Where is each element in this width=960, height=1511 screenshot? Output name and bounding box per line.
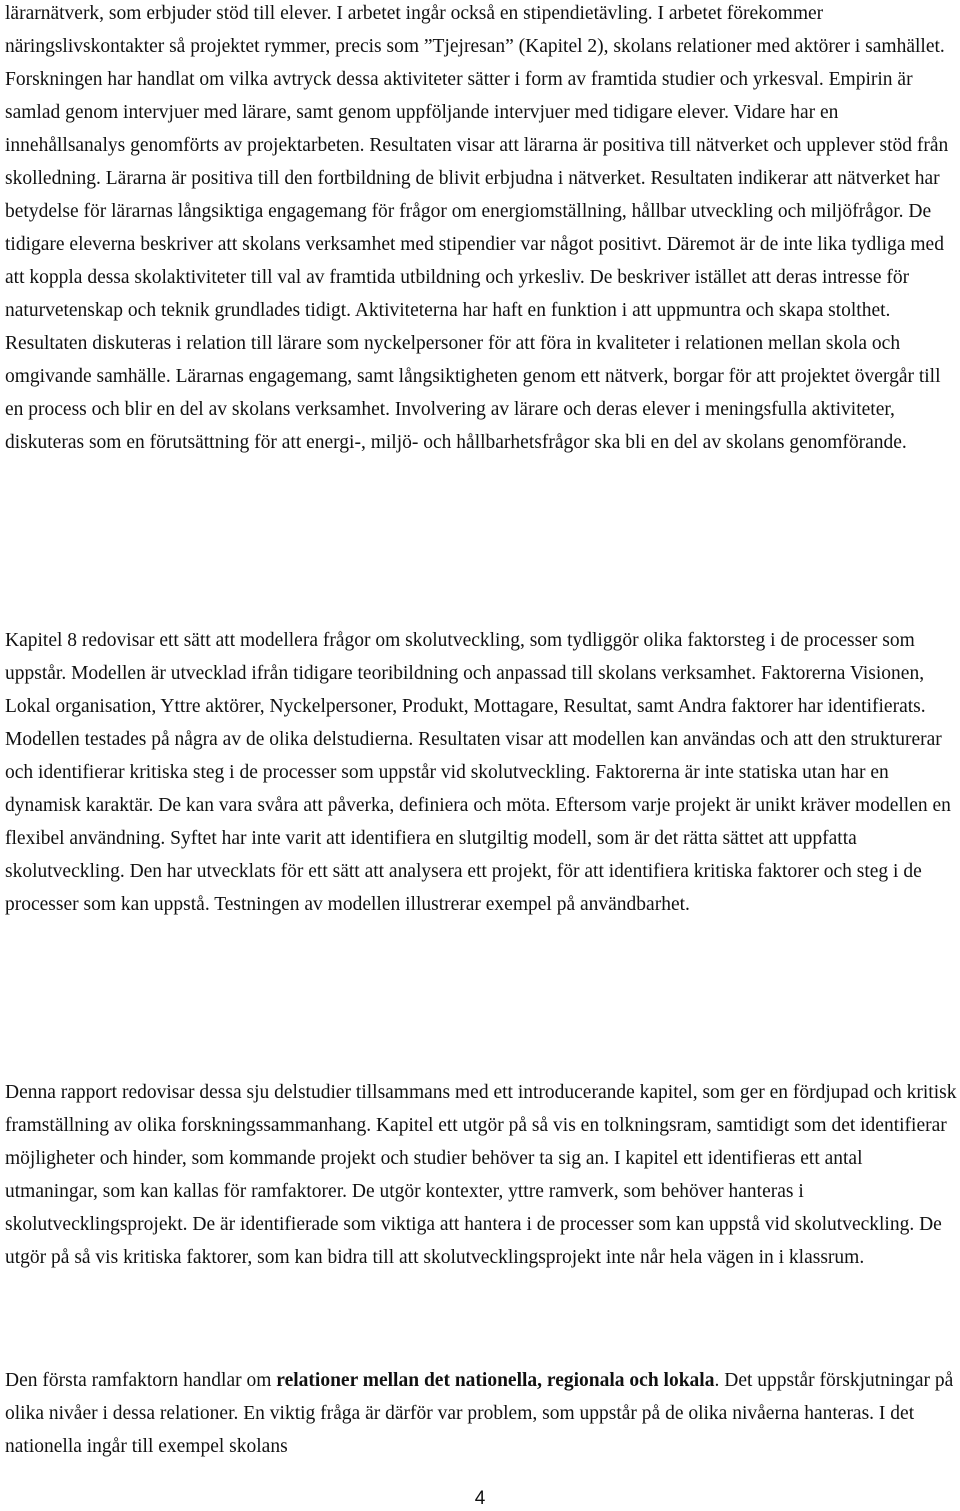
paragraph-4-intro: Den första ramfaktorn handlar om: [5, 1370, 277, 1391]
document-page: [5, 0, 958, 1511]
body-paragraph-1: lärarnätverk, som erbjuder stöd till elever. I arbetet ingår också en stipendietävling. I arbetet förekommer näringslivskontakter så projektet rymmer, precis som ”Tjejresan” (Kapitel 2), skolans relationer med aktörer i samhället. Forskningen har handlat om vilka avtryck dessa aktiviteter sätter i form av framtida studier och yrkesval. Empirin är samlad genom intervjuer med lärare, samt genom uppföljande intervjuer med tidigare elever. Vidare har en innehållsanalys genomförts av projektarbeten. Resultaten visar att lärarna är positiva till nätverket och upplever stöd från skolledning. Lärarna är positiva till den fortbildning de blivit erbjudna i nätverket. Resultaten indikerar att nätverket har betydelse för lärarnas långsiktiga engagemang för frågor om energiomställning, hållbar utveckling och miljöfrågor. De tidigare eleverna beskriver att skolans verksamhet med stipendier var något positivt. Däremot är de inte lika tydliga med att koppla dessa skolaktiviteter till val av framtida utbildning och yrkesliv. De beskriver istället att deras intresse för naturvetenskap och teknik grundlades tidigt. Aktiviteterna har haft en funktion i att uppmuntra och skapa stolthet. Resultaten diskuteras i relation till lärare som nyckelpersoner för att föra in kvaliteter i relationen mellan skola och omgivande samhälle. Lärarnas engagemang, samt långsiktigheten genom ett nätverk, borgar för att projektet övergår till en process och blir en del av skolans verksamhet. Involvering av lärare och deras elever i meningsfulla aktiviteter, diskuteras som en förutsättning för att energi-, miljö- och hållbarhetsfrågor ska bli en del av skolans genomförande.: [5, 3, 949, 453]
body-paragraph-4: [5, 1364, 958, 1463]
paragraph-4-continuation: . Det uppstår förskjutningar på olika nivåer i dessa relationer. En viktig fråga är därför var problem, som uppstår på de olika nivåerna hanteras. I det nationella ingår till exempel skolans: [5, 1370, 954, 1457]
body-paragraph-3: Denna rapport redovisar dessa sju delstudier tillsammans med ett introducerande kapitel, som ger en fördjupad och kritisk framställning av olika forskningssammanhang. Kapitel ett utgör på så vis en tolkningsram, samtidigt som det identifierar möjligheter och hinder, som kommande projekt och studier behöver ta sig an. I kapitel ett identifieras ett antal utmaningar, som kan kallas för ramfaktorer. De utgör kontexter, yttre ramverk, som behöver hanteras i skolutvecklingsprojekt. De är identifierade som viktiga att hantera i de processer som kan uppstå vid skolutveckling. De utgör på så vis kritiska faktorer, som kan bidra till att skolutvecklingsprojekt inte når hela vägen in i klassrum.: [5, 1082, 957, 1268]
paragraph-4-emphasis: relationer mellan det nationella, regionala och lokala: [276, 1370, 715, 1391]
body-paragraph-2: Kapitel 8 redovisar ett sätt att modellera frågor om skolutveckling, som tydliggör olika faktorsteg i de processer som uppstår. Modellen är utvecklad ifrån tidigare teoribildning och anpassad till skolans verksamhet. Faktorerna Visionen, Lokal organisation, Yttre aktörer, Nyckelpersoner, Produkt, Mottagare, Resultat, samt Andra faktorer har identifierats. Modellen testades på några av de olika delstudierna. Resultaten visar att modellen kan användas och att den strukturerar och identifierar kritiska steg i de processer som uppstår vid skolutveckling. Faktorerna är inte statiska utan har en dynamisk karaktär. De kan vara svåra att påverka, definiera och möta. Eftersom varje projekt är unikt kräver modellen en flexibel användning. Syftet har inte varit att identifiera en slutgiltig modell, som är det rätta sättet att uppfatta skolutveckling. Den har utvecklats för ett sätt att analysera ett projekt, för att identifiera kritiska faktorer och steg i de processer som kan uppstå. Testningen av modellen illustrerar exempel på användbarhet.: [5, 630, 951, 915]
page-number: 4: [474, 1488, 486, 1509]
